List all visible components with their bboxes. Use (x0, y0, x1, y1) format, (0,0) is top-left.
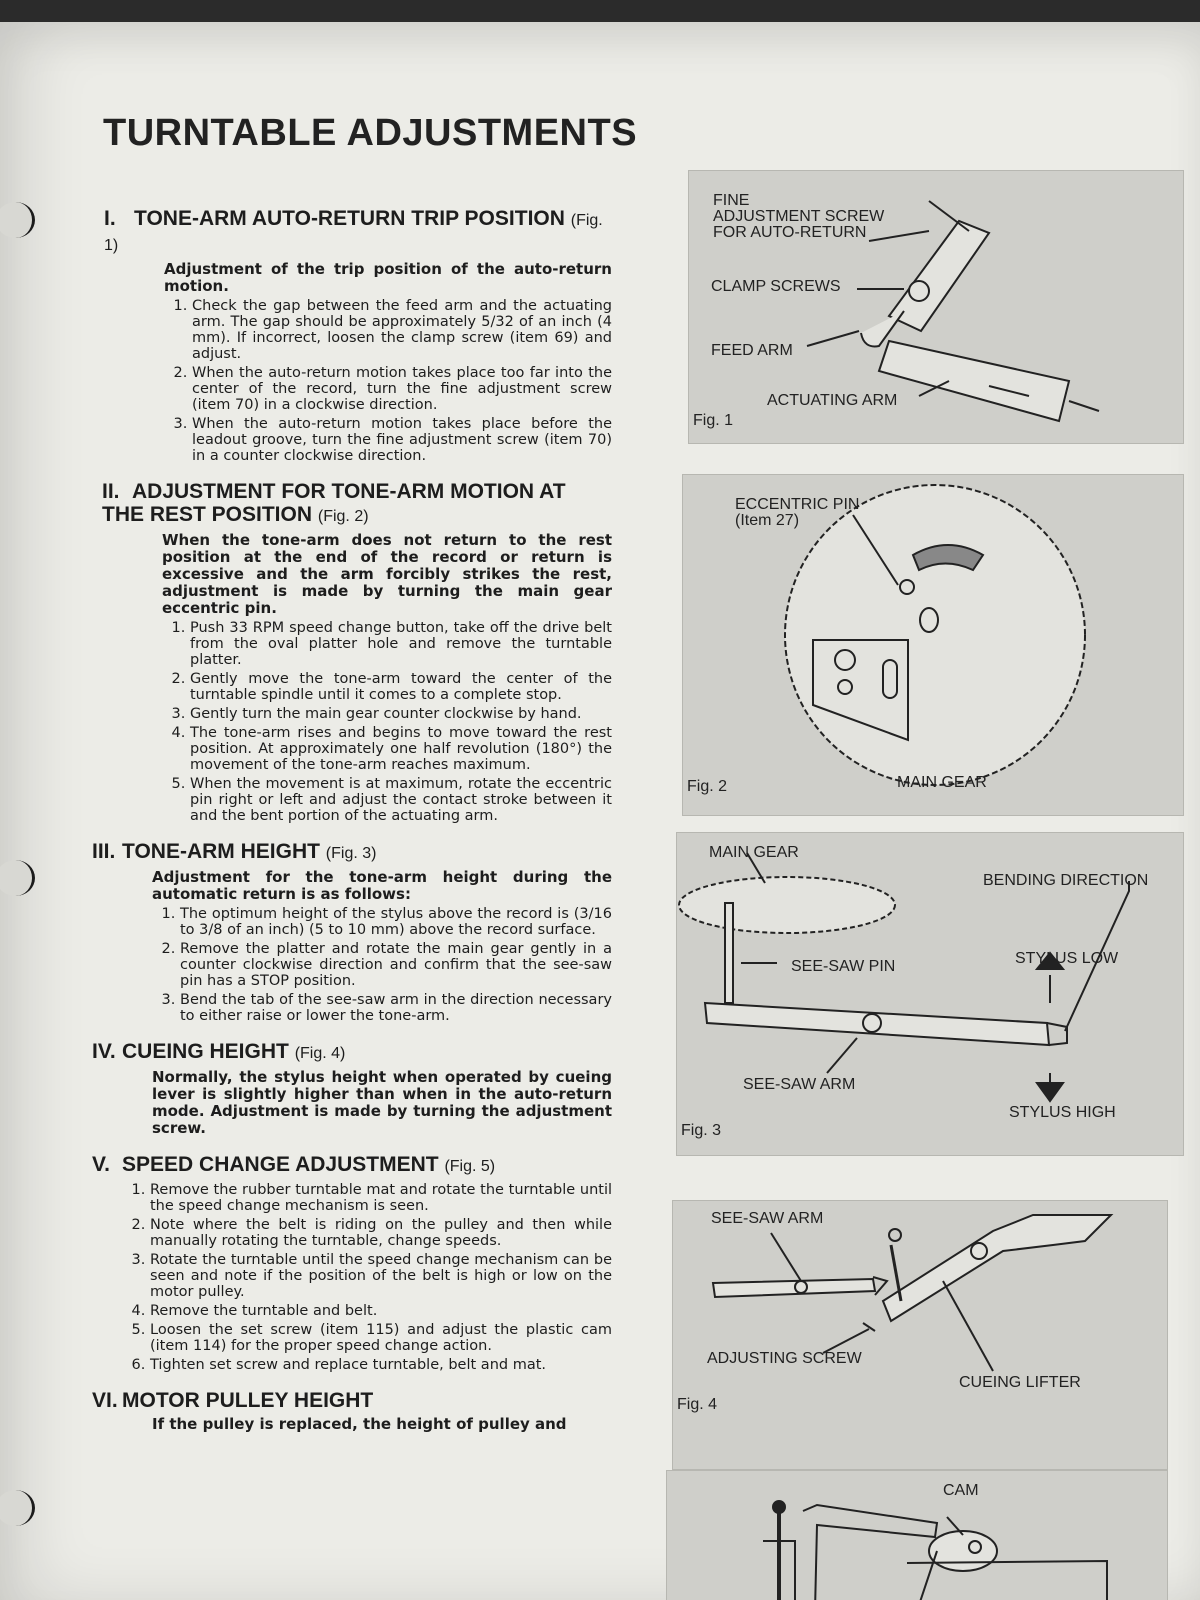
step: 1. Check the gap between the feed arm and the actuating arm. The gap should be approximately 5/32 of an inch (4 mm). If incorrect, loosen the clamp screw (item 69) and adjust. (192, 298, 612, 362)
label-clamp-screws: CLAMP SCREWS (711, 278, 841, 295)
step: 2. When the auto-return motion takes place too far into the center of the record, turn the fine adjustment screw (item 70) in a clockwise direction. (192, 365, 612, 413)
figure-caption: Fig. 4 (677, 1396, 718, 1413)
label-stylus-low: STYLUS LOW (1015, 950, 1119, 967)
step: 4. Remove the turntable and belt. (150, 1303, 612, 1319)
section-heading (92, 1040, 612, 1065)
label-main-gear: MAIN GEAR (897, 774, 987, 791)
manual-page (0, 22, 1200, 1600)
section-number: V. (92, 1153, 110, 1176)
figure-caption: Fig. 2 (687, 778, 728, 795)
step: 4. The tone-arm rises and begins to move toward the rest position. At approximately one half revolution (180°) the movement of the tone-arm reaches maximum. (190, 725, 612, 773)
step: 1. Remove the rubber turntable mat and rotate the turntable until the speed change mechanism is seen. (150, 1182, 612, 1214)
page-title: TURNTABLE ADJUSTMENTS (103, 112, 638, 154)
step: 1. Push 33 RPM speed change button, take off the drive belt from the oval platter hole and remove the turntable platter. (190, 620, 612, 668)
label-see-saw-arm: SEE-SAW ARM (743, 1076, 856, 1093)
label-actuating-arm: ACTUATING ARM (767, 392, 898, 409)
figure-3-panel (676, 832, 1184, 1156)
figure-4-drawing (673, 1201, 1167, 1469)
section-intro: If the pulley is replaced, the height of pulley and (152, 1415, 567, 1433)
section-title: MOTOR PULLEY HEIGHT (122, 1389, 374, 1412)
section-rest-position (92, 480, 612, 824)
figure-2-panel (682, 474, 1184, 816)
section-motor-pulley (92, 1389, 612, 1433)
section-heading (104, 207, 612, 257)
section-speed-change (92, 1153, 612, 1373)
step-list (92, 1182, 612, 1373)
label-eccentric-pin: ECCENTRIC PIN (Item 27) (735, 496, 860, 529)
label-main-gear: MAIN GEAR (709, 844, 799, 861)
binder-hole (0, 860, 35, 896)
label-fine-adjustment-screw: FINE ADJUSTMENT SCREW FOR AUTO-RETURN (713, 192, 885, 241)
figure-caption: Fig. 1 (693, 412, 734, 429)
figure-reference: (Fig. 1) (104, 212, 603, 254)
step-list (102, 620, 612, 824)
label-cam: CAM (943, 1482, 979, 1499)
figure-5-panel (666, 1470, 1168, 1600)
section-trip-position (92, 207, 612, 464)
label-stylus-high: STYLUS HIGH (1009, 1104, 1116, 1121)
section-title: ADJUSTMENT FOR TONE-ARM MOTION AT THE REST POSITION (102, 480, 566, 526)
label-adjusting-screw: ADJUSTING SCREW (707, 1350, 862, 1367)
label-cueing-lifter: CUEING LIFTER (959, 1374, 1081, 1391)
section-number: II. (102, 480, 120, 503)
step: 1. The optimum height of the stylus above the record is (3/16 to 3/8 of an inch) (5 to 10 mm) above the record surface. (180, 906, 612, 938)
binder-hole (0, 202, 35, 238)
section-heading (102, 480, 612, 528)
section-title: TONE-ARM AUTO-RETURN TRIP POSITION (134, 207, 565, 230)
section-intro: Adjustment of the trip position of the auto-return motion. (164, 260, 612, 295)
section-cueing-height (92, 1040, 612, 1137)
step: 3. Gently turn the main gear counter clockwise by hand. (190, 706, 612, 722)
section-intro: Normally, the stylus height when operated by cueing lever is slightly higher than when in the auto-return mode. Adjustment is made by turning the adjustment screw. (152, 1068, 612, 1137)
figure-reference: (Fig. 5) (444, 1158, 496, 1175)
step: 3. When the auto-return motion takes place before the leadout groove, turn the fine adjustment screw (item 70) in a counter clockwise direction. (192, 416, 612, 464)
instructions-column (92, 207, 612, 1449)
figure-4-panel (672, 1200, 1168, 1470)
section-number: I. (104, 207, 116, 230)
figure-reference: (Fig. 3) (325, 845, 377, 862)
step: 2. Remove the platter and rotate the main gear gently in a counter clockwise direction and confirm that the see-saw pin has a STOP position. (180, 941, 612, 989)
step: 2. Note where the belt is riding on the pulley and then while manually rotating the turntable, change speeds. (150, 1217, 612, 1249)
section-title: CUEING HEIGHT (122, 1040, 289, 1063)
section-heading (92, 1389, 612, 1412)
figure-reference: (Fig. 4) (294, 1045, 346, 1062)
section-heading (92, 1153, 612, 1178)
section-number: IV. (92, 1040, 116, 1063)
section-intro: Adjustment for the tone-arm height during the automatic return is as follows: (152, 868, 612, 903)
section-number: III. (92, 840, 116, 863)
step: 3. Bend the tab of the see-saw arm in the direction necessary to either raise or lower the tone-arm. (180, 992, 612, 1024)
label-feed-arm: FEED ARM (711, 342, 793, 359)
section-title: TONE-ARM HEIGHT (122, 840, 320, 863)
step-list (104, 298, 612, 464)
section-tone-arm-height (92, 840, 612, 1024)
figure-1-panel (688, 170, 1184, 444)
section-number: VI. (92, 1389, 118, 1412)
step: 6. Tighten set screw and replace turntable, belt and mat. (150, 1357, 612, 1373)
step-list (92, 906, 612, 1024)
figure-5-drawing (667, 1471, 1167, 1600)
section-intro: When the tone-arm does not return to the rest position at the end of the record or return is excessive and the arm forcibly strikes the rest, adjustment is made by turning the main gear eccentric pin. (162, 531, 612, 617)
label-see-saw-pin: SEE-SAW PIN (791, 958, 896, 975)
figure-reference: (Fig. 2) (317, 508, 369, 525)
step: 3. Rotate the turntable until the speed change mechanism can be seen and note if the position of the belt is high or low on the motor pulley. (150, 1252, 612, 1300)
step: 5. When the movement is at maximum, rotate the eccentric pin right or left and adjust the contact stroke between it and the bent portion of the actuating arm. (190, 776, 612, 824)
section-title: SPEED CHANGE ADJUSTMENT (122, 1153, 439, 1176)
section-heading (92, 840, 612, 865)
figure-caption: Fig. 3 (681, 1122, 722, 1139)
label-see-saw-arm: SEE-SAW ARM (711, 1210, 824, 1227)
step: 2. Gently move the tone-arm toward the center of the turntable spindle until it comes to a complete stop. (190, 671, 612, 703)
step: 5. Loosen the set screw (item 115) and adjust the plastic cam (item 114) for the proper speed change action. (150, 1322, 612, 1354)
label-bending-direction: BENDING DIRECTION (983, 872, 1149, 889)
binder-hole (0, 1490, 35, 1526)
